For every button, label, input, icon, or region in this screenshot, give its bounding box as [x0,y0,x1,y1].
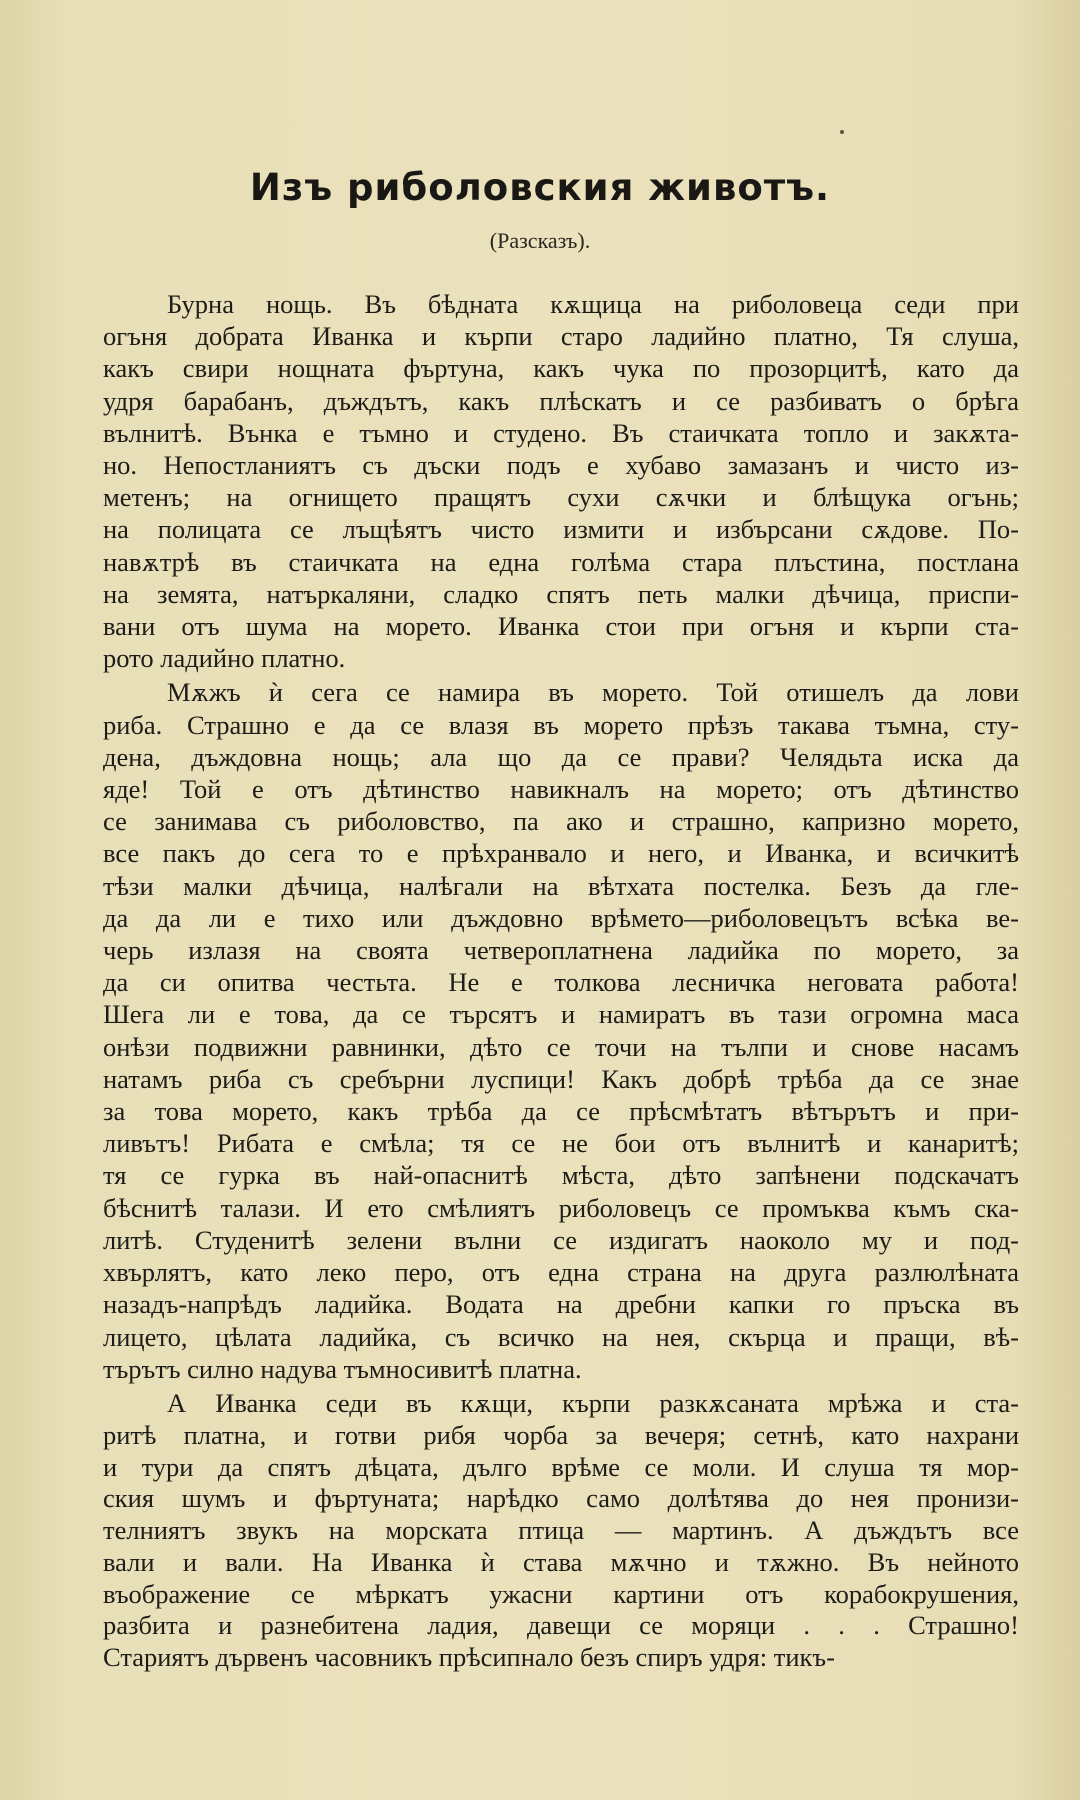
text-line: хвърлятъ, като леко перо, отъ една страна на друга разлюлѣната [103,1257,1019,1288]
story-subtitle: (Разсказъ). [489,228,591,253]
text-line: но. Непостланиятъ съ дъски подъ е хубаво замазанъ и чисто из- [103,450,1019,481]
text-line: удря барабанъ, дъждътъ, какъ плѣскатъ и се разбиватъ о брѣга [103,385,1019,416]
text-line: вани отъ шума на морето. Иванка стои при огъня и кърпи ста- [103,611,1019,642]
print-speck [840,130,844,134]
paragraph-1 [103,288,1019,674]
text-line: телниятъ звукъ на морската птица — мартинъ. А дъждътъ все [103,1515,1019,1546]
text-line: навѫтрѣ въ стаичката на една голѣма стара плъстина, постлана [103,546,1019,577]
text-line: да си опитва честьта. Не е толкова лесничка неговата работа! [103,967,1019,998]
text-line: яде! Той е отъ дѣтинство навикналъ на морето; отъ дѣтинство [103,774,1019,805]
text-line: литѣ. Студенитѣ зелени вълни се издигатъ наоколо му и под- [103,1224,1019,1255]
text-line: ския шумъ и фъртуната; нарѣдко само долѣтява до нея пронизи- [103,1483,1019,1514]
text-line: какъ свири нощната фъртуна, какъ чука по прозорцитѣ, като да [103,353,1019,384]
text-line: назадъ-напрѣдъ ладийка. Водата на дребни капки го пръска въ [103,1289,1019,1320]
text-line: да да ли е тихо или дъждовно врѣмето—риболовецътъ всѣка ве- [103,902,1019,933]
text-line: онѣзи подвижни равнинки, дѣто се точи на тълпи и снове насамъ [103,1031,1019,1062]
text-line: рото ладийно платно. [103,643,346,674]
text-line: бѣснитѣ талази. И ето смѣлиятъ риболовецъ се промъква къмъ ска- [103,1192,1019,1223]
text-line: ритѣ платна, и готви рибя чорба за вечеря; сетнѣ, като нахрани [103,1419,1019,1450]
text-line: и тури да спятъ дѣцата, дълго врѣме се моли. И слуша тя мор- [103,1451,1019,1482]
text-line: Бурна нощь. Въ бѣдната кѫщица на риболовеца седи при [167,289,1019,319]
text-line: черь излазя на своята четвероплатнена ладийка по морето, за [103,935,1019,966]
story-body [103,288,1019,1674]
text-line: А Иванка седи въ кѫщи, кърпи разкѫсаната мрѣжа и ста- [167,1387,1019,1418]
text-line: разбита и разнебитена ладия, давещи се моряци . . . Страшно! [103,1610,1019,1641]
paragraph-2 [103,676,1019,1384]
text-line: риба. Страшно е да се влазя въ морето прѣзъ такава тъмна, сту- [103,709,1019,740]
text-line: вълнитѣ. Вънка е тъмно и студено. Въ стаичката топло и закѫта- [103,417,1019,448]
text-line: Стариятъ дървенъ часовникъ прѣсипнало безъ спиръ удря: тикъ- [103,1642,835,1673]
text-line: тя се гурка въ най-опаснитѣ мѣста, дѣто запѣнени подскачатъ [103,1160,1019,1191]
text-line: Шега ли е това, да се търсятъ и намиратъ въ тази огромна маса [103,999,1019,1030]
text-line: лицето, цѣлата ладийка, съ всичко на нея, скърца и пращи, вѣ- [103,1321,1019,1352]
text-line: тѣзи малки дѣчица, налѣгали на вѣтхата постелка. Безъ да гле- [103,870,1019,901]
text-line: метенъ; на огнището пращятъ сухи сѫчки и блѣщука огънь; [103,482,1019,513]
paragraph-3 [103,1388,1019,1674]
text-line: вали и вали. На Иванка ѝ става мѫчно и тѫжно. Въ нейното [103,1546,1019,1577]
text-line: на земята, натъркаляни, сладко спятъ петь малки дѣчица, приспи- [103,578,1019,609]
text-line: на полицата се лъщѣятъ чисто измити и избърсани сѫдове. По- [103,514,1019,545]
story-title: Изъ риболовския животъ. [249,166,831,209]
text-line: все пакъ до сега то е прѣхранвало и него, и Иванка, и всичкитѣ [103,838,1019,869]
text-line: се занимава съ риболовство, па ако и страшно, капризно морето, [103,806,1019,837]
text-line: Мѫжъ ѝ сега се намира въ морето. Той отишелъ да лови [167,677,1019,708]
text-line: огъня добрата Иванка и кърпи старо ладийно платно, Тя слуша, [103,321,1019,352]
text-line: ливътъ! Рибата е смѣла; тя се не бои отъ вълнитѣ и канаритѣ; [103,1128,1019,1159]
text-line: натамъ риба съ сребърни луспици! Какъ добрѣ трѣба да се знае [103,1063,1019,1094]
text-line: търътъ силно надува тъмносивитѣ платна. [103,1353,582,1384]
text-line: за това морето, какъ трѣба да се прѣсмѣтатъ вѣтърътъ и при- [103,1096,1019,1127]
text-line: дена, дъждовна нощь; ала що да се прави? Челядьта иска да [103,741,1019,772]
text-line: въображение се мѣркатъ ужасни картини отъ корабокрушения, [103,1578,1019,1609]
